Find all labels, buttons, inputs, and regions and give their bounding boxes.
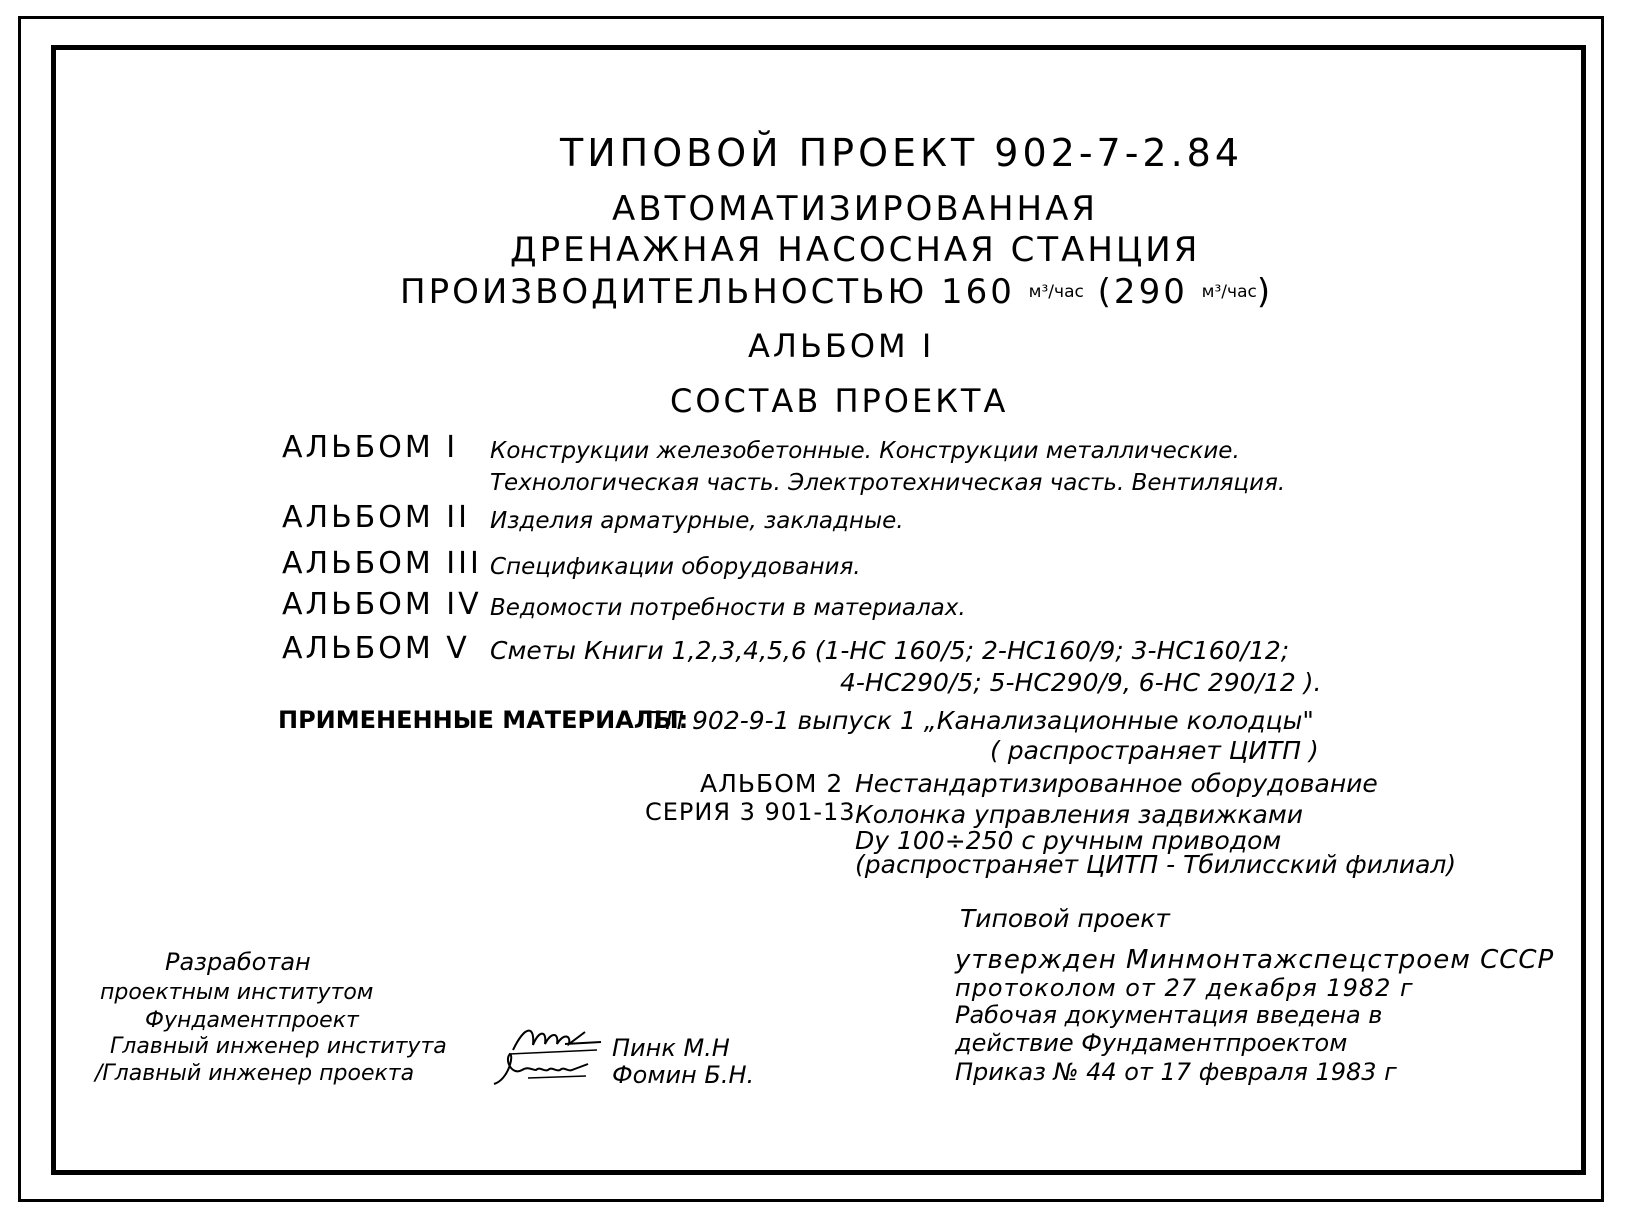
developer-line-3: Фундаментпроект [145, 1008, 359, 1033]
capacity-unit-1: м³/час [1028, 282, 1084, 302]
developer-role-2: /Главный инженер проекта [95, 1061, 415, 1086]
materials-line-2: ( распространяет ЦИТП ) [990, 736, 1319, 765]
project-number: ТИПОВОЙ ПРОЕКТ 902-7-2.84 [560, 131, 1244, 175]
title-line-1: АВТОМАТИЗИРОВАННАЯ [612, 189, 1099, 229]
capacity-text: ПРОИЗВОДИТЕЛЬНОСТЬЮ 160 [400, 272, 1015, 312]
approval-line-4: Рабочая документация введена в [955, 1001, 1383, 1029]
album-5-text-2: 4-НС290/5; 5-НС290/9, 6-НС 290/12 ). [840, 668, 1322, 697]
series-text-3: (распространяет ЦИТП - Тбилисский филиал) [855, 850, 1457, 879]
signature-project-engineer [488, 1050, 598, 1090]
materials-label: ПРИМЕНЕННЫЕ МАТЕРИАЛЫ: [278, 706, 689, 734]
album-title: АЛЬБОМ I [748, 327, 935, 365]
capacity-close: ) [1256, 272, 1274, 312]
album-1-text: Конструкции железобетонные. Конструкции металлические. [490, 438, 1240, 464]
capacity-line [400, 272, 1274, 312]
album-5-label: АЛЬБОМ V [282, 631, 470, 666]
developer-name-1: Пинк М.Н [612, 1034, 730, 1062]
album-4-text: Ведомости потребности в материалах. [490, 595, 966, 621]
approval-line-6: Приказ № 44 от 17 февраля 1983 г [955, 1058, 1397, 1086]
approval-line-1: Типовой проект [960, 904, 1170, 933]
developer-line-2: проектным институтом [100, 980, 374, 1005]
series-text-2: Dу 100÷250 с ручным приводом [855, 826, 1282, 855]
album-1-label: АЛЬБОМ I [282, 430, 459, 465]
album-3-text: Спецификации оборудования. [490, 554, 861, 580]
album-2-text: Изделия арматурные, закладные. [490, 508, 904, 534]
approval-line-2: утвержден Минмонтажспецстроем СССР [955, 945, 1555, 975]
series-label: СЕРИЯ 3 901-13 [645, 798, 856, 826]
approval-line-5: действие Фундаментпроектом [955, 1029, 1348, 1057]
album-4-label: АЛЬБОМ IV [282, 587, 482, 622]
capacity-unit-2: м³/час [1201, 282, 1257, 302]
album-3-label: АЛЬБОМ III [282, 546, 482, 581]
materials-album-2-label: АЛЬБОМ 2 [700, 769, 844, 798]
album-1-text-2: Технологическая часть. Электротехническая часть. Вентиляция. [490, 470, 1286, 496]
title-line-2: ДРЕНАЖНАЯ НАСОСНАЯ СТАНЦИЯ [510, 230, 1201, 270]
series-text-1: Колонка управления задвижками [855, 800, 1303, 829]
album-2-label: АЛЬБОМ II [282, 500, 470, 535]
developer-name-2: Фомин Б.Н. [612, 1061, 755, 1089]
composition-title: СОСТАВ ПРОЕКТА [670, 382, 1009, 420]
materials-album-2-text: Нестандартизированное оборудование [855, 769, 1378, 798]
approval-line-3: протоколом от 27 декабря 1982 г [955, 974, 1414, 1002]
capacity-alt: (290 [1097, 272, 1188, 312]
materials-line-1: ТП 902-9-1 выпуск 1 „Канализационные колодцы" [650, 706, 1314, 735]
album-5-text: Сметы Книги 1,2,3,4,5,6 (1-НС 160/5; 2-НС160/9; 3-НС160/12; [490, 636, 1290, 665]
developer-line-1: Разработан [165, 948, 311, 976]
developer-role-1: Главный инженер института [110, 1034, 447, 1059]
